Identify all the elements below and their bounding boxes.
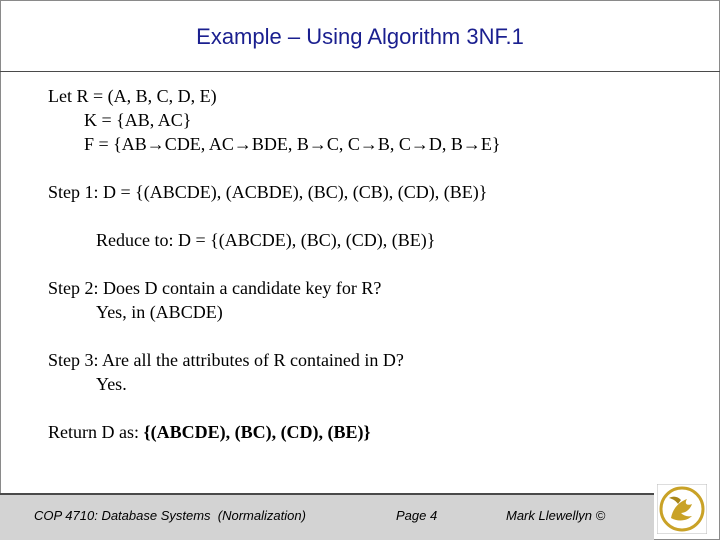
return-line: [48, 420, 371, 444]
step3-answer: Yes.: [96, 374, 127, 394]
relation-definition: Let R = (A, B, C, D, E): [48, 86, 217, 106]
footer-bar: [0, 493, 654, 540]
return-label: Return D as:: [48, 422, 144, 442]
key-definition: K = {AB, AC}: [84, 110, 192, 130]
reduce-text: Reduce to: D = {(ABCDE), (BC), (CD), (BE)}: [96, 230, 436, 250]
pegasus-logo-icon: [657, 484, 707, 534]
step2-text: Step 2: Does D contain a candidate key for R?: [48, 278, 382, 298]
title-divider: [0, 71, 720, 72]
return-value: {(ABCDE), (BC), (CD), (BE)}: [143, 422, 371, 442]
step3-text: Step 3: Are all the attributes of R contained in D?: [48, 350, 404, 370]
slide-title: Example – Using Algorithm 3NF.1: [196, 24, 524, 49]
footer-author: Mark Llewellyn ©: [506, 508, 606, 523]
step1-text: Step 1: D = {(ABCDE), (ACBDE), (BC), (CB), (CD), (BE)}: [48, 182, 488, 202]
fd-definition: F = {AB→CDE, AC→BDE, B→C, C→B, C→D, B→E}: [84, 134, 501, 154]
step2-answer: Yes, in (ABCDE): [96, 302, 223, 322]
footer-course: COP 4710: Database Systems (Normalization): [34, 508, 306, 523]
footer-page: Page 4: [396, 508, 438, 523]
